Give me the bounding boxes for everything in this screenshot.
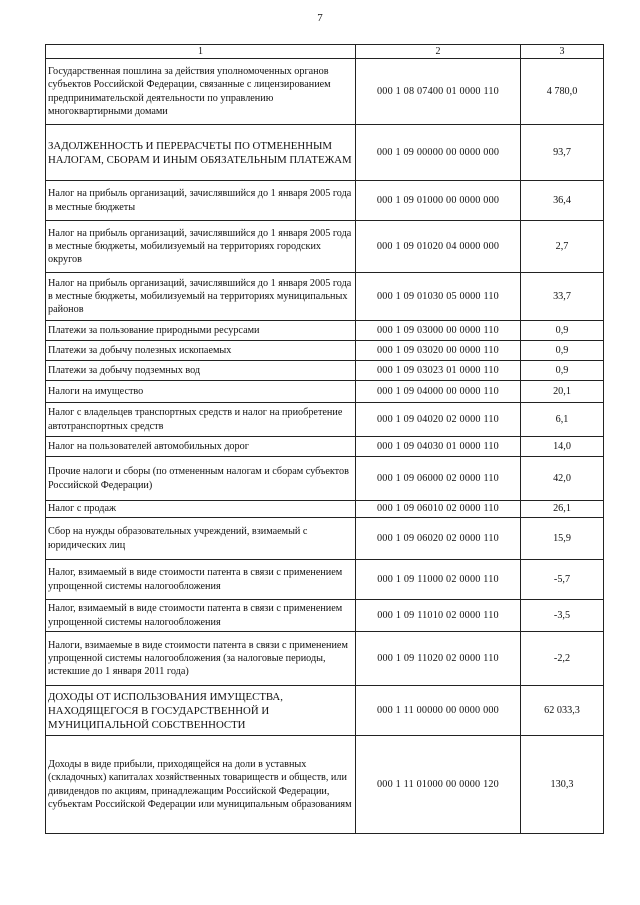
row-amount: 62 033,3 (521, 686, 604, 736)
table-row (46, 59, 604, 125)
row-name: Налог с продаж (46, 501, 356, 518)
column-header-2: 2 (356, 45, 521, 59)
row-code: 000 1 09 04000 00 0000 110 (356, 381, 521, 403)
table-row (46, 341, 604, 361)
row-name: Налог на прибыль организаций, зачислявшийся до 1 января 2005 года в местные бюджеты, мобилизуемый на территориях городских округов (46, 221, 356, 273)
row-amount: 33,7 (521, 273, 604, 321)
table-row (46, 381, 604, 403)
table-row (46, 361, 604, 381)
row-code: 000 1 09 11000 02 0000 110 (356, 560, 521, 600)
table-row (46, 321, 604, 341)
row-code: 000 1 09 11010 02 0000 110 (356, 600, 521, 632)
row-code: 000 1 08 07400 01 0000 110 (356, 59, 521, 125)
row-name: Налоги на имущество (46, 381, 356, 403)
row-name: Государственная пошлина за действия уполномоченных органов субъектов Российской Федерации, связанные с лицензированием предпринимательской деятельности по управлению многоквартирными домами (46, 59, 356, 125)
row-name: Налог, взимаемый в виде стоимости патента в связи с применением упрощенной системы налогообложения (46, 560, 356, 600)
row-amount: 0,9 (521, 321, 604, 341)
table-row (46, 686, 604, 736)
row-amount: 130,3 (521, 736, 604, 834)
row-amount: 26,1 (521, 501, 604, 518)
row-code: 000 1 09 01000 00 0000 000 (356, 181, 521, 221)
row-code: 000 1 09 01030 05 0000 110 (356, 273, 521, 321)
row-amount: 42,0 (521, 457, 604, 501)
row-code: 000 1 09 11020 02 0000 110 (356, 632, 521, 686)
row-code: 000 1 09 04020 02 0000 110 (356, 403, 521, 437)
table-row (46, 273, 604, 321)
row-amount: 93,7 (521, 125, 604, 181)
row-name: Налог на пользователей автомобильных дорог (46, 437, 356, 457)
row-amount: 20,1 (521, 381, 604, 403)
row-code: 000 1 09 01020 04 0000 000 (356, 221, 521, 273)
table-row (46, 736, 604, 834)
column-header-3: 3 (521, 45, 604, 59)
row-code: 000 1 09 03020 00 0000 110 (356, 341, 521, 361)
row-amount: 4 780,0 (521, 59, 604, 125)
row-amount: 0,9 (521, 361, 604, 381)
table-row (46, 560, 604, 600)
row-code: 000 1 09 03023 01 0000 110 (356, 361, 521, 381)
row-name: Налог с владельцев транспортных средств и налог на приобретение автотранспортных средств (46, 403, 356, 437)
row-amount: -3,5 (521, 600, 604, 632)
row-amount: 15,9 (521, 518, 604, 560)
row-amount: 14,0 (521, 437, 604, 457)
table-row (46, 221, 604, 273)
column-header-1: 1 (46, 45, 356, 59)
row-amount: -5,7 (521, 560, 604, 600)
row-code: 000 1 09 04030 01 0000 110 (356, 437, 521, 457)
table-row (46, 437, 604, 457)
row-name: Платежи за добычу полезных ископаемых (46, 341, 356, 361)
row-code: 000 1 09 00000 00 0000 000 (356, 125, 521, 181)
row-name: Налог на прибыль организаций, зачислявшийся до 1 января 2005 года в местные бюджеты, мобилизуемый на территориях муниципальных районов (46, 273, 356, 321)
table-row (46, 181, 604, 221)
row-code: 000 1 09 06010 02 0000 110 (356, 501, 521, 518)
row-name: Налоги, взимаемые в виде стоимости патента в связи с применением упрощенной системы налогообложения (за налоговые периоды, истекшие до 1 января 2011 года) (46, 632, 356, 686)
row-name: Налог, взимаемый в виде стоимости патента в связи с применением упрощенной системы налогообложения (46, 600, 356, 632)
column-number-row (46, 45, 604, 59)
row-name: Налог на прибыль организаций, зачислявшийся до 1 января 2005 года в местные бюджеты (46, 181, 356, 221)
table-row (46, 632, 604, 686)
table-row (46, 457, 604, 501)
row-name: Платежи за добычу подземных вод (46, 361, 356, 381)
row-amount: 36,4 (521, 181, 604, 221)
table-row (46, 518, 604, 560)
row-name: ЗАДОЛЖЕННОСТЬ И ПЕРЕРАСЧЕТЫ ПО ОТМЕНЕННЫМ НАЛОГАМ, СБОРАМ И ИНЫМ ОБЯЗАТЕЛЬНЫМ ПЛАТЕЖАМ (46, 125, 356, 181)
row-name: Платежи за пользование природными ресурсами (46, 321, 356, 341)
table-row (46, 600, 604, 632)
table-row (46, 125, 604, 181)
row-amount: 6,1 (521, 403, 604, 437)
row-name: Прочие налоги и сборы (по отмененным налогам и сборам субъектов Российской Федерации) (46, 457, 356, 501)
row-name: ДОХОДЫ ОТ ИСПОЛЬЗОВАНИЯ ИМУЩЕСТВА, НАХОДЯЩЕГОСЯ В ГОСУДАРСТВЕННОЙ И МУНИЦИПАЛЬНОЙ СОБСТВЕННОСТИ (46, 686, 356, 736)
row-amount: 2,7 (521, 221, 604, 273)
table-row (46, 501, 604, 518)
row-amount: 0,9 (521, 341, 604, 361)
row-amount: -2,2 (521, 632, 604, 686)
table-row (46, 403, 604, 437)
row-code: 000 1 11 00000 00 0000 000 (356, 686, 521, 736)
page-number: 7 (317, 12, 323, 24)
row-code: 000 1 09 06000 02 0000 110 (356, 457, 521, 501)
budget-revenue-table (45, 44, 604, 834)
row-name: Доходы в виде прибыли, приходящейся на доли в уставных (складочных) капиталах хозяйственных товариществ и обществ, или дивидендов по акциям, принадлежащим Российской Федерации, субъектам Российской Федерации или муниципальным образованиям (46, 736, 356, 834)
row-code: 000 1 09 06020 02 0000 110 (356, 518, 521, 560)
row-code: 000 1 09 03000 00 0000 110 (356, 321, 521, 341)
row-code: 000 1 11 01000 00 0000 120 (356, 736, 521, 834)
row-name: Сбор на нужды образовательных учреждений, взимаемый с юридических лиц (46, 518, 356, 560)
